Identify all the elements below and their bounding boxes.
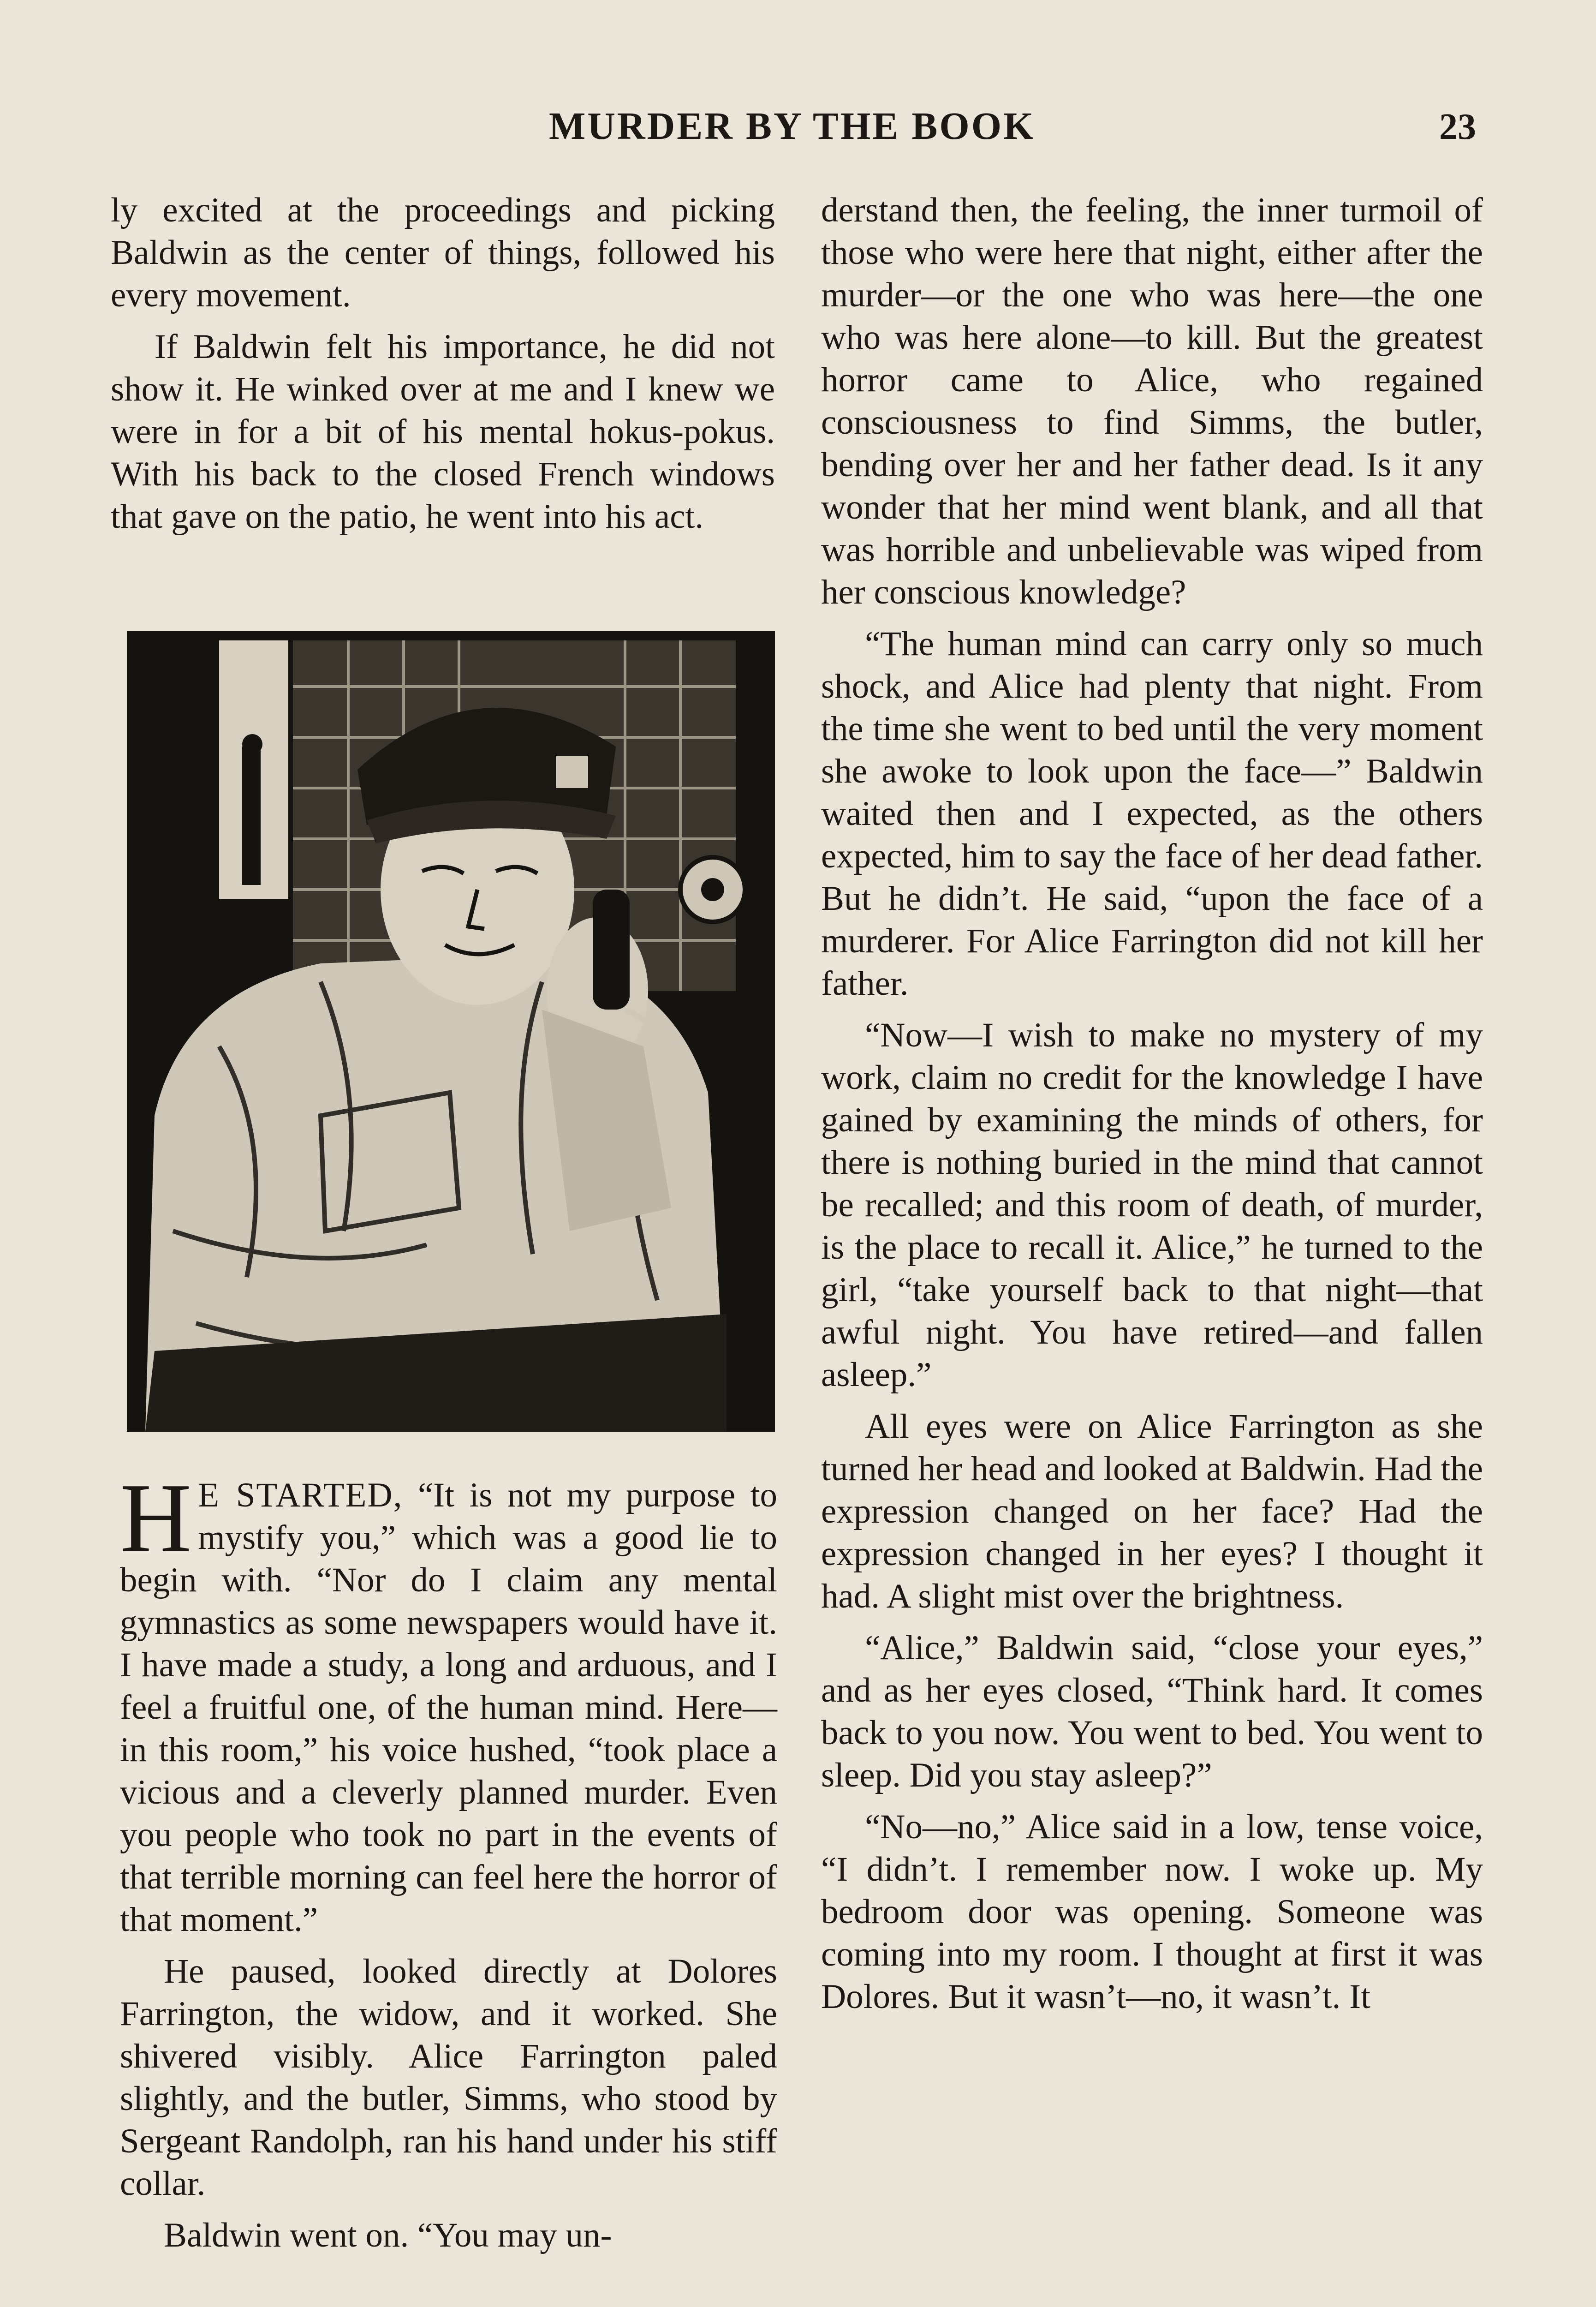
drop-cap: H [120, 1463, 192, 1573]
lead-in: E STARTED, [198, 1476, 403, 1514]
paragraph [120, 1463, 777, 1941]
paragraph: “No—no,” Alice said in a low, tense voice, “I didn’t. I remember now. I woke up. My bedroom door was opening. Someone was coming into my room. I thought at first it was Dolores. But it wasn’t—no, it wasn’t. It [821, 1808, 1483, 2016]
paragraph-text: “It is not my purpose to mystify you,” which was a good lie to begin with. “Nor do I claim any mental gymnastics as some newspapers would have it. I have made a study, a long and arduous, and I feel a fruitful one, of the human mind. Here—in this room,” his voice hushed, “took place a vicious and a cleverly planned murder. Even you people who took no part in the events of that terrible morning can feel here the horror of that moment.” [120, 1476, 777, 1939]
telephone-man-illustration [127, 631, 775, 1432]
left-column-top [111, 189, 775, 547]
paragraph: He paused, looked directly at Dolores Farrington, the widow, and it worked. She shivered visibly. Alice Farrington paled slightly, and the butler, Simms, who stood by Sergeant Randolph, ran his hand under his stiff collar. [120, 1952, 777, 2203]
right-column [821, 189, 1483, 2027]
paragraph: derstand then, the feeling, the inner turmoil of those who were here that night, either after the murder—or the one who was here—the one who was here alone—to kill. But the greatest horror came to Alice, who regained consciousness to find Simms, the butler, bending over her and her father dead. Is it any wonder that her mind went blank, and all that was horrible and unbelievable was wiped from her conscious knowledge? [821, 191, 1483, 611]
page-number: 23 [1439, 107, 1476, 147]
left-column-bottom [120, 1463, 777, 2266]
paragraph: If Baldwin felt his importance, he did not show it. He winked over at me and I knew we were in for a bit of his mental hokus-pokus. With his back to the closed French windows that gave on the patio, he went into his act. [111, 328, 775, 536]
paragraph: “Alice,” Baldwin said, “close your eyes,” and as her eyes closed, “Think hard. It comes back to you now. You went to bed. You went to sleep. Did you stay asleep?” [821, 1629, 1483, 1794]
paragraph: “Now—I wish to make no mystery of my work, claim no credit for the knowledge I have gained by examining the minds of others, for there is nothing buried in the mind that cannot be recalled; and this room of death, of murder, is the place to recall it. Alice,” he turned to the girl, “take yourself back to that night—that awful night. You have retired—and fallen asleep.” [821, 1016, 1483, 1394]
paragraph: “The human mind can carry only so much shock, and Alice had plenty that night. From the time she went to bed until the very moment she awoke to look upon the face—” Baldwin waited then and I expected, as the others expected, him to say the face of her dead father. But he didn’t. He said, “upon the face of a murderer. For Alice Farrington did not kill her father. [821, 625, 1483, 1003]
running-header-title: MURDER BY THE BOOK [549, 105, 1036, 148]
paragraph: Baldwin went on. “You may un- [164, 2216, 612, 2254]
paragraph: All eyes were on Alice Farrington as she turned her head and looked at Baldwin. Had the expression changed on her face? Had the expression changed in her eyes? I thought it had. A slight mist over the brightness. [821, 1407, 1483, 1615]
paragraph: ly excited at the proceedings and picking Baldwin as the center of things, followed his every movement. [111, 191, 775, 314]
story-illustration [127, 631, 775, 1432]
